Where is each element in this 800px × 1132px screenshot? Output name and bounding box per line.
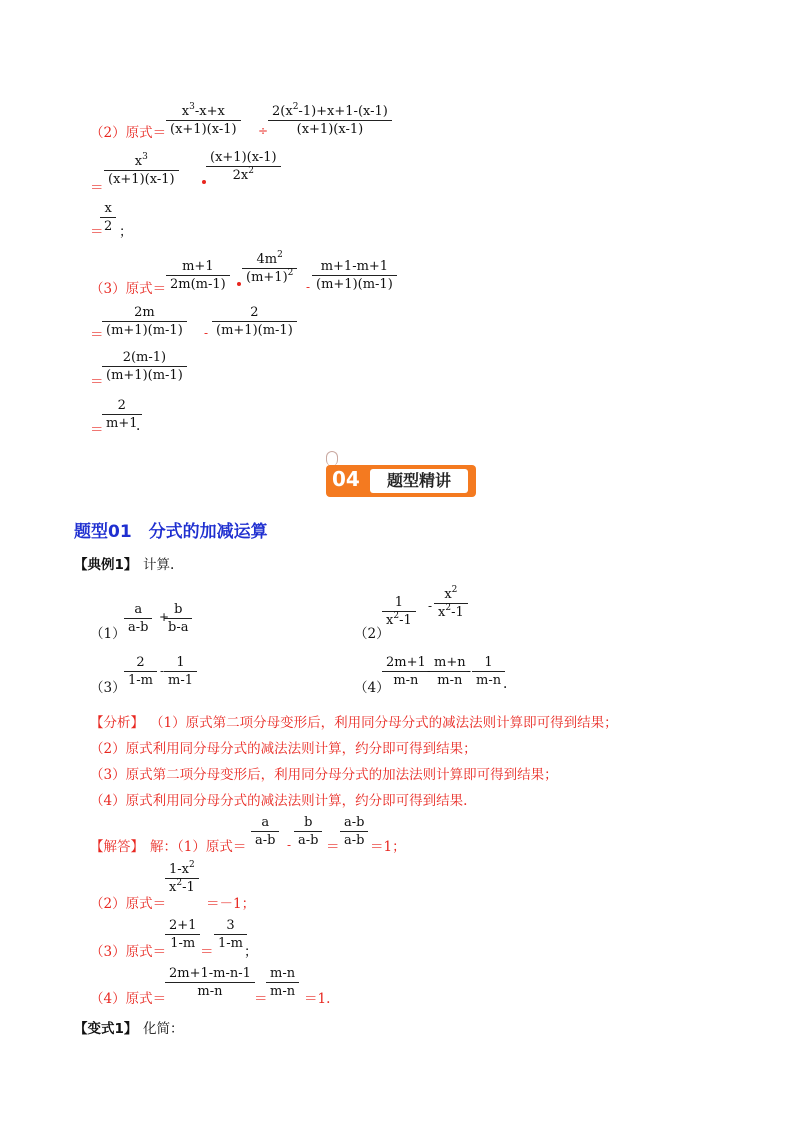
fraction: b a-b [294, 815, 322, 848]
variant-tag: 【变式1】 [74, 1021, 138, 1037]
fraction: 1 m-1 [164, 655, 197, 688]
variant-instruction: 化简： [143, 1021, 184, 1037]
fraction: $4m^2$ $(m+1)^2$ [242, 252, 297, 285]
paperclip-icon [326, 451, 338, 466]
fraction: 2 m+1 [102, 398, 142, 431]
fraction: 1 m-n [472, 655, 505, 688]
minus-sign: - [306, 280, 311, 294]
fraction: 3 1-m [214, 918, 247, 951]
answer-intro: 解：（1）原式＝ [150, 839, 247, 855]
period: . [503, 676, 508, 692]
fraction: m+1-m+1 (m+1)(m-1) [312, 259, 397, 292]
fraction: 1 $x^2-1$ [382, 595, 416, 628]
plus-sign: + [159, 610, 170, 624]
answer-result: ＝1； [370, 839, 406, 855]
fraction: 2(m-1) (m+1)(m-1) [102, 350, 187, 383]
equals-sign: ＝ [200, 944, 214, 960]
example-instruction: 计算. [143, 557, 175, 573]
equals-sign: ＝ [90, 224, 104, 240]
analysis-line: （3）原式第二项分母变形后，利用同分母分式的加法法则计算即可得到结果； [90, 767, 558, 783]
fraction: $x^3$ (x+1)(x-1) [104, 154, 179, 187]
analysis-line: （4）原式利用同分母分式的减法法则计算，约分即可得到结果. [90, 793, 468, 809]
q1-label: （1） [90, 626, 126, 642]
fraction: $1-x^2$ $x^2-1$ [165, 862, 199, 895]
banner-label: 题型精讲 [370, 469, 468, 493]
q4-label: （4） [354, 680, 390, 696]
fraction: 2m+1-m-n-1 m-n [165, 966, 255, 999]
minus-sign: - [204, 326, 209, 340]
equals-sign: ＝ [90, 180, 104, 196]
fraction: x 2 [100, 201, 116, 234]
minus-sign: - [467, 664, 472, 678]
section-banner [326, 455, 476, 497]
equals-sign: ＝ [90, 422, 104, 438]
fraction: 2m (m+1)(m-1) [102, 305, 187, 338]
equals-sign: ＝ [326, 839, 340, 855]
fraction: 2m+1 m-n [382, 655, 430, 688]
fraction: m+n m-n [430, 655, 470, 688]
p2-label: （2）原式＝ [90, 125, 167, 141]
period: . [136, 418, 141, 434]
analysis-line: （2）原式利用同分母分式的减法法则计算，约分即可得到结果； [90, 741, 477, 757]
fraction: $2(x^2-1)+x+1-(x-1)$ (x+1)(x-1) [268, 104, 392, 137]
fraction: $x^2$ $x^2-1$ [434, 587, 468, 620]
fraction: 2+1 1-m [165, 918, 200, 951]
answer-result: ＝－1； [206, 896, 256, 912]
minus-sign: - [160, 664, 165, 678]
fraction: a a-b [251, 815, 279, 848]
fraction: a-b a-b [340, 815, 368, 848]
section-title: 题型01 分式的加减运算 [74, 522, 268, 542]
p3-label: （3）原式＝ [90, 281, 167, 297]
q3-label: （3） [90, 680, 126, 696]
equals-sign: ＝ [90, 327, 104, 343]
answer-result: ＝1. [304, 991, 331, 1007]
fraction: a a-b [124, 602, 152, 635]
analysis-line: （1）原式第二项分母变形后，利用同分母分式的减法法则计算即可得到结果； [150, 715, 618, 731]
fraction: $x^3-x+x$ (x+1)(x-1) [166, 104, 241, 137]
minus-sign: - [287, 838, 292, 852]
fraction: m-n m-n [266, 966, 299, 999]
fraction: m+1 2m(m-1) [166, 259, 230, 292]
minus-sign: - [428, 599, 433, 613]
banner-number: 04 [332, 467, 360, 491]
equals-sign: ＝ [90, 374, 104, 390]
answer-label: （3）原式＝ [90, 944, 167, 960]
example-tag: 【典例1】 [74, 557, 138, 573]
minus-sign: - [427, 664, 432, 678]
fraction: 2 1-m [124, 655, 157, 688]
semicolon: ； [244, 944, 258, 960]
semicolon: ； [119, 224, 133, 240]
divide-sign: ÷ [258, 124, 269, 138]
q2-label: （2） [354, 626, 390, 642]
fraction: 2 (m+1)(m-1) [212, 305, 297, 338]
multiply-dot [237, 282, 241, 286]
answer-label: （4）原式＝ [90, 991, 167, 1007]
analysis-tag: 【分析】 [90, 715, 144, 731]
answer-label: （2）原式＝ [90, 896, 167, 912]
fraction: b b-a [164, 602, 192, 635]
answer-tag: 【解答】 [90, 839, 144, 855]
fraction: (x+1)(x-1) $2x^2$ [206, 150, 281, 183]
equals-sign: ＝ [254, 991, 268, 1007]
